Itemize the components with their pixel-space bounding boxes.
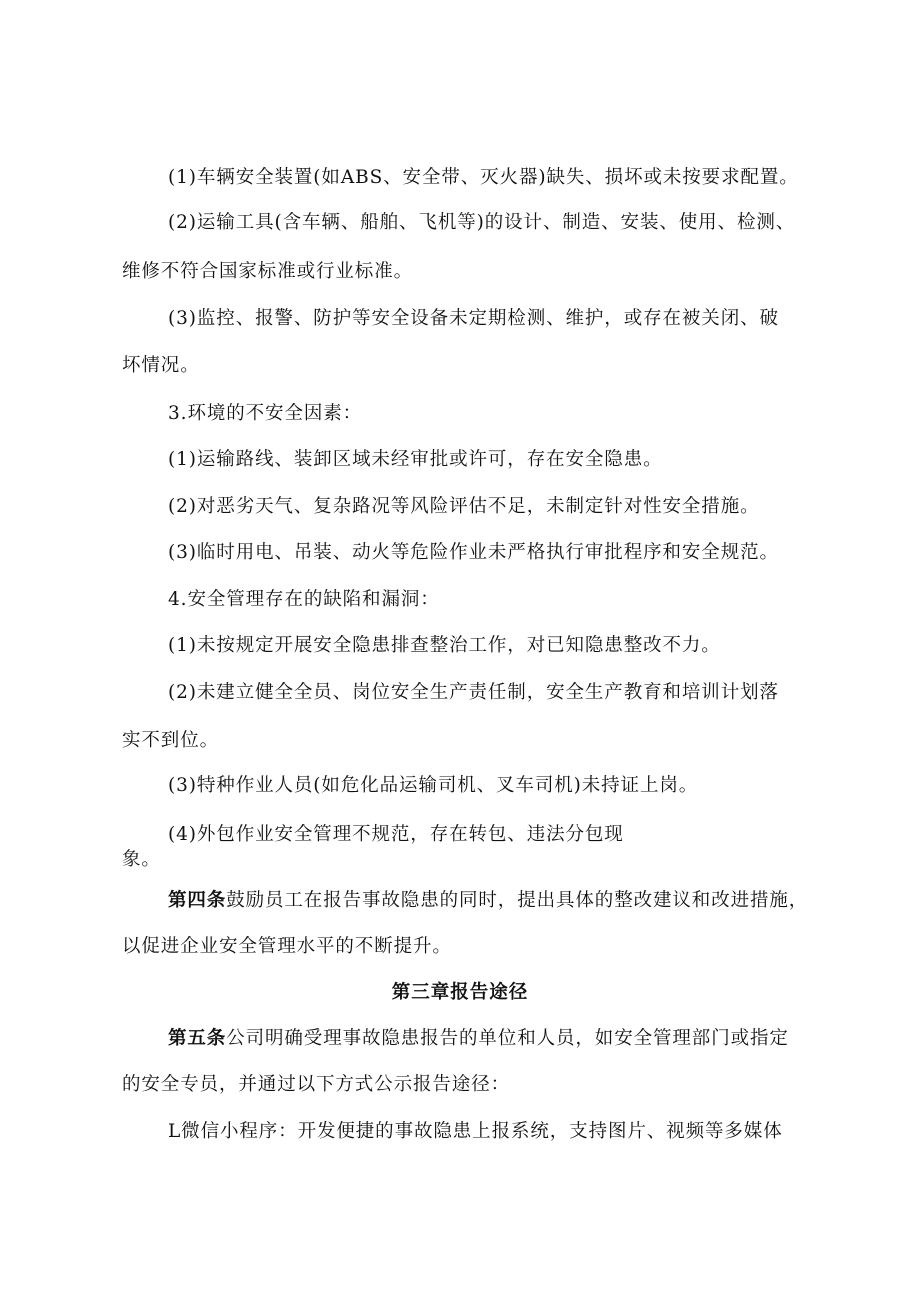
- article-5-label: 第五条: [168, 1028, 227, 1049]
- chapter-3-heading: 第三章报告途径: [391, 982, 529, 1003]
- section-3-item-1: (1)运输路线、装卸区域未经审批或许可，存在安全隐患。: [168, 449, 663, 470]
- report-channel-item-l: L微信小程序：开发便捷的事故隐患上报系统，支持图片、视频等多媒体: [168, 1121, 783, 1142]
- section-4-item-2-line2: 实不到位。: [122, 730, 220, 751]
- article-4-label: 第四条: [168, 890, 227, 911]
- article-5-line1: [168, 1026, 789, 1052]
- article-4-line1: [168, 888, 808, 914]
- article-5-text: 公司明确受理事故隐患报告的单位和人员，如安全管理部门或指定: [226, 1028, 789, 1049]
- section-3-item-2: (2)对恶劣天气、复杂路况等风险评估不足，未制定针对性安全措施。: [168, 496, 760, 517]
- section-3-title: 3.环境的不安全因素：: [168, 403, 363, 424]
- article-4-line2: 以促进企业安全管理水平的不断提升。: [122, 936, 452, 957]
- section-4-item-4-line1: (4)外包作业安全管理不规范，存在转包、违法分包现: [168, 824, 624, 845]
- section-4-item-2-line1: (2)未建立健全全员、岗位安全生产责任制，安全生产教育和培训计划落: [168, 682, 779, 703]
- paragraph-monitoring-line1: (3)监控、报警、防护等安全设备未定期检测、维护，或存在被关闭、破: [168, 308, 779, 329]
- paragraph-monitoring-line2: 坏情况。: [122, 355, 200, 376]
- article-4-text: 鼓励员工在报告事故隐患的同时，提出具体的整改建议和改进措施，: [226, 890, 809, 911]
- section-4-item-3: (3)特种作业人员(如危化品运输司机、叉车司机)未持证上岗。: [168, 775, 699, 796]
- section-4-title: 4.安全管理存在的缺陷和漏洞：: [168, 589, 440, 610]
- paragraph-transport-tools-line1: (2)运输工具(含车辆、船舶、飞机等)的设计、制造、安装、使用、检测、: [168, 212, 796, 233]
- paragraph-vehicle-safety-devices: (1)车辆安全装置(如ABS、安全带、灭火器)缺失、损坏或未按要求配置。: [168, 167, 799, 188]
- article-5-line2: 的安全专员，并通过以下方式公示报告途径：: [122, 1074, 511, 1095]
- section-4-item-4-line2: 象。: [122, 849, 161, 870]
- paragraph-transport-tools-line2: 维修不符合国家标准或行业标准。: [122, 261, 414, 282]
- section-3-item-3: (3)临时用电、吊装、动火等危险作业未严格执行审批程序和安全规范。: [168, 542, 779, 563]
- section-4-item-1: (1)未按规定开展安全隐患排查整治工作，对已知隐患整改不力。: [168, 635, 721, 656]
